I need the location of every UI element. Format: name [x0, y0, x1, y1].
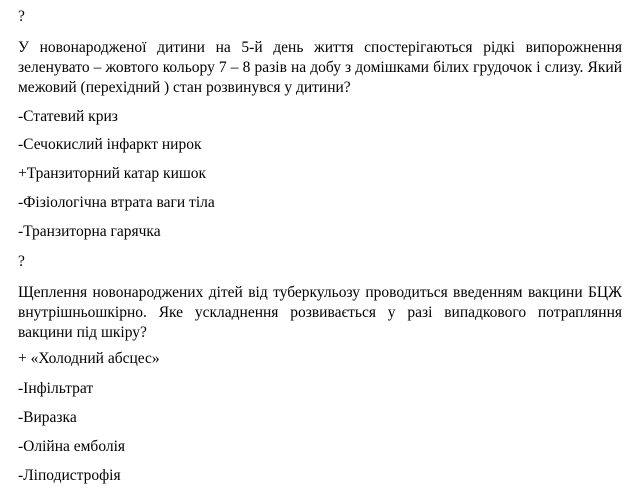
question-2-answer-2: -Інфільтрат [18, 380, 94, 397]
question-1-answer-4: -Фізіологічна втрата ваги тіла [18, 194, 215, 211]
question-1-marker: ? [18, 8, 25, 25]
question-1-text: У новонародженої дитини на 5-й день життя спостерігаються рідкі випорожнення зеленувато – жовтого кольору 7 – 8 разів на добу з домішками білих грудочок і слизу. Який межовий (перехідний ) стан розвинувся у дитини? [18, 39, 622, 96]
question-2-answer-3: -Виразка [18, 409, 77, 426]
question-2-answer-5: -Ліподистрофія [18, 467, 121, 484]
question-1-answer-1: -Статевий криз [18, 108, 118, 125]
question-1-answer-2: -Сечокислий інфаркт нирок [18, 136, 202, 153]
question-2-marker: ? [18, 253, 25, 270]
question-1-answer-3: +Транзиторний катар кишок [18, 165, 207, 182]
question-2-answer-1: + «Холодний абсцес» [18, 350, 160, 367]
question-2-answer-4: -Олійна емболія [18, 438, 126, 455]
question-2-text: Щеплення новонароджених дітей від туберкульозу проводиться введенням вакцини БЦЖ внутрішньошкірно. Яке ускладнення розвивається у разі випадкового потрапляння вакцини під шкіру? [18, 284, 622, 341]
question-1-answer-5: -Транзиторна гарячка [18, 223, 161, 240]
